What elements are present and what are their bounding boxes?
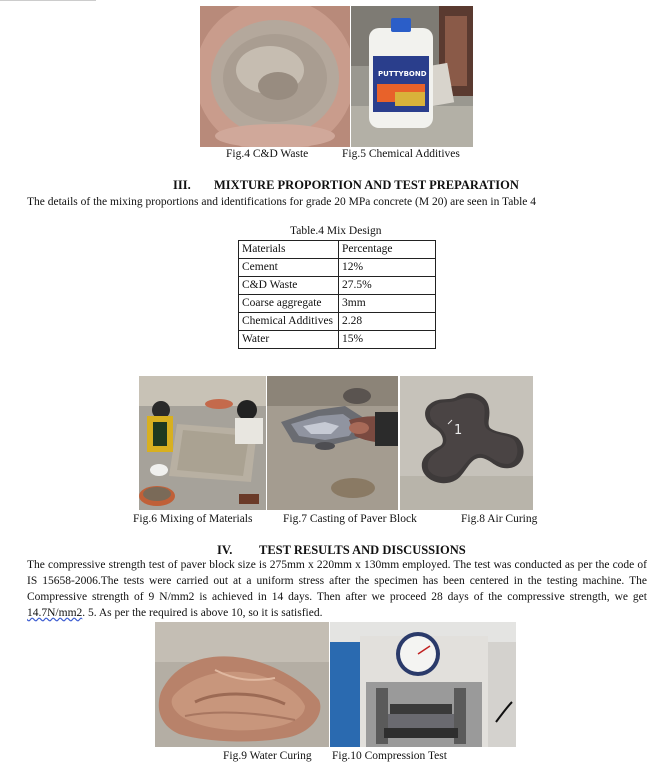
table-cell: Cement [239, 259, 339, 277]
fig8-caption: Fig.8 Air Curing [461, 513, 538, 525]
table-cell: C&D Waste [239, 277, 339, 295]
table-row [239, 313, 436, 331]
section4-paragraph [27, 557, 647, 621]
fig6-caption: Fig.6 Mixing of Materials [133, 513, 253, 525]
table-cell: Chemical Additives [239, 313, 339, 331]
mix-design-table [238, 240, 436, 349]
table-cell: 27.5% [339, 277, 436, 295]
table-cell: 2.28 [339, 313, 436, 331]
paragraph-value-text: 14.7N/mm2 [27, 607, 83, 619]
table-cell: Water [239, 331, 339, 349]
fig7-caption: Fig.7 Casting of Paver Block [283, 513, 417, 525]
table-cell: 12% [339, 259, 436, 277]
table-header-cell: Materials [239, 241, 339, 259]
table-row [239, 331, 436, 349]
bottle-brand-text: PUTTYBOND [378, 70, 427, 78]
section4-number: IV. [217, 543, 233, 557]
section3-intro: The details of the mixing proportions and identifications for grade 20 MPa concrete (M 20) are seen in Table 4 [27, 196, 536, 208]
section3-title: MIXTURE PROPORTION AND TEST PREPARATION [214, 178, 519, 192]
fig8-air-curing-photo [400, 376, 533, 510]
paragraph-main-text: The compressive strength test of paver block size is 275mm x 220mm x 130mm employed. The test was conducted as per the code of IS 15658-2006.The tests were carried out at a uniform stress after the specimen has been centered in the testing machine. The Compressive strength of 9 N/mm2 is achieved in 14 days. Then after we proceed 28 days of the compressive strength, we get [27, 559, 647, 603]
section3-number: III. [173, 178, 191, 192]
fig9-caption: Fig.9 Water Curing [223, 750, 312, 762]
fig6-mixing-photo [139, 376, 266, 510]
fig9-water-curing-photo [155, 622, 329, 747]
fig10-compression-test-photo [330, 622, 516, 747]
table4-caption: Table.4 Mix Design [290, 225, 382, 237]
fig4-cd-waste-photo [200, 6, 350, 147]
table-row [239, 277, 436, 295]
fig5-chemical-bottle-photo [351, 6, 473, 147]
section4-title: TEST RESULTS AND DISCUSSIONS [259, 543, 466, 557]
table-row [239, 295, 436, 313]
fig10-caption: Fig.10 Compression Test [332, 750, 447, 762]
table-header-cell: Percentage [339, 241, 436, 259]
table-cell: 3mm [339, 295, 436, 313]
table-row [239, 259, 436, 277]
table-cell: Coarse aggregate [239, 295, 339, 313]
table-cell: 15% [339, 331, 436, 349]
fig7-casting-photo [267, 376, 398, 510]
block-mark-text: 1 [454, 423, 463, 438]
paragraph-end-text: . 5. As per the required is above 10, so it is satisfied. [82, 607, 323, 619]
fig5-caption: Fig.5 Chemical Additives [342, 148, 460, 160]
fig4-caption: Fig.4 C&D Waste [226, 148, 309, 160]
table-header-row [239, 241, 436, 259]
top-rule [0, 0, 96, 1]
